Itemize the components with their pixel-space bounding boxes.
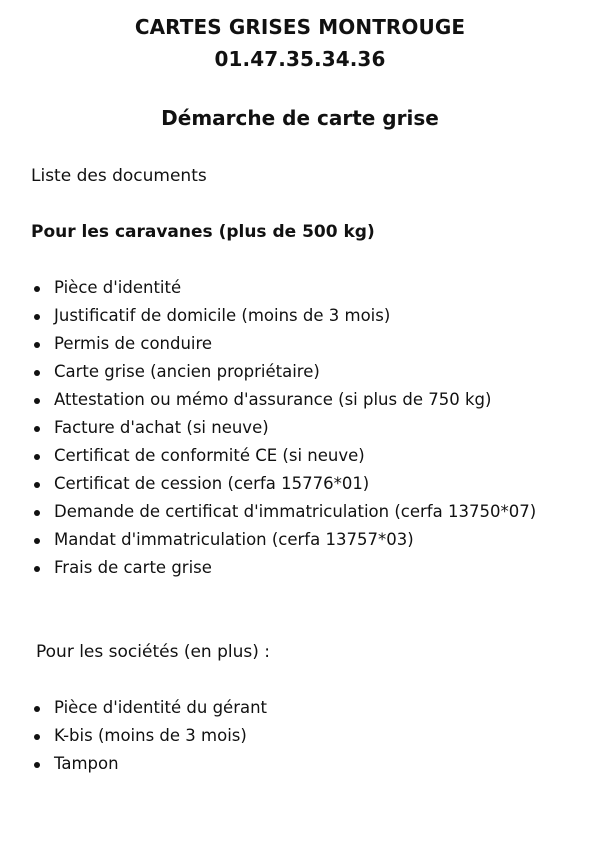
list-item (31, 722, 600, 750)
bullet-icon (34, 314, 40, 320)
caravanes-document-list (31, 274, 600, 582)
list-item (31, 414, 600, 442)
bullet-icon (34, 762, 40, 768)
list-item (31, 442, 600, 470)
list-item-label: Attestation ou mémo d'assurance (si plus de 750 kg) (54, 390, 492, 409)
list-item-label: Mandat d'immatriculation (cerfa 13757*03) (54, 530, 414, 549)
list-item-label: Carte grise (ancien propriétaire) (54, 362, 320, 381)
list-item (31, 750, 600, 778)
intro-text: Liste des documents (31, 166, 207, 186)
page-title: Démarche de carte grise (161, 106, 439, 130)
list-item (31, 386, 600, 414)
societes-document-list (31, 694, 600, 778)
list-item-label: Pièce d'identité du gérant (54, 698, 268, 717)
bullet-icon (34, 538, 40, 544)
list-item (31, 302, 600, 330)
bullet-icon (34, 706, 40, 712)
list-item (31, 526, 600, 554)
list-item (31, 498, 600, 526)
list-item (31, 694, 600, 722)
societes-section-title: Pour les sociétés (en plus) : (36, 642, 271, 662)
bullet-icon (34, 426, 40, 432)
page-header (0, 11, 600, 75)
list-item-label: Frais de carte grise (54, 558, 212, 577)
list-item-label: Pièce d'identité (54, 278, 182, 297)
bullet-icon (34, 370, 40, 376)
bullet-icon (34, 510, 40, 516)
list-item-label: Certificat de cession (cerfa 15776*01) (54, 474, 370, 493)
bullet-icon (34, 482, 40, 488)
bullet-icon (34, 398, 40, 404)
bullet-icon (34, 734, 40, 740)
list-item-label: Certificat de conformité CE (si neuve) (54, 446, 365, 465)
list-item (31, 470, 600, 498)
list-item-label: Demande de certificat d'immatriculation (cerfa 13750*07) (54, 502, 537, 521)
list-item-label: Tampon (54, 754, 119, 773)
bullet-icon (34, 454, 40, 460)
list-item (31, 274, 600, 302)
phone-number: 01.47.35.34.36 (214, 47, 386, 71)
list-item-label: Justificatif de domicile (moins de 3 mois) (54, 306, 391, 325)
list-item (31, 554, 600, 582)
bullet-icon (34, 566, 40, 572)
list-item-label: Permis de conduire (54, 334, 213, 353)
list-item-label: Facture d'achat (si neuve) (54, 418, 269, 437)
list-item-label: K-bis (moins de 3 mois) (54, 726, 247, 745)
list-item (31, 330, 600, 358)
caravanes-section-title: Pour les caravanes (plus de 500 kg) (31, 222, 375, 242)
list-item (31, 358, 600, 386)
company-name: CARTES GRISES MONTROUGE (134, 15, 466, 39)
bullet-icon (34, 342, 40, 348)
bullet-icon (34, 286, 40, 292)
